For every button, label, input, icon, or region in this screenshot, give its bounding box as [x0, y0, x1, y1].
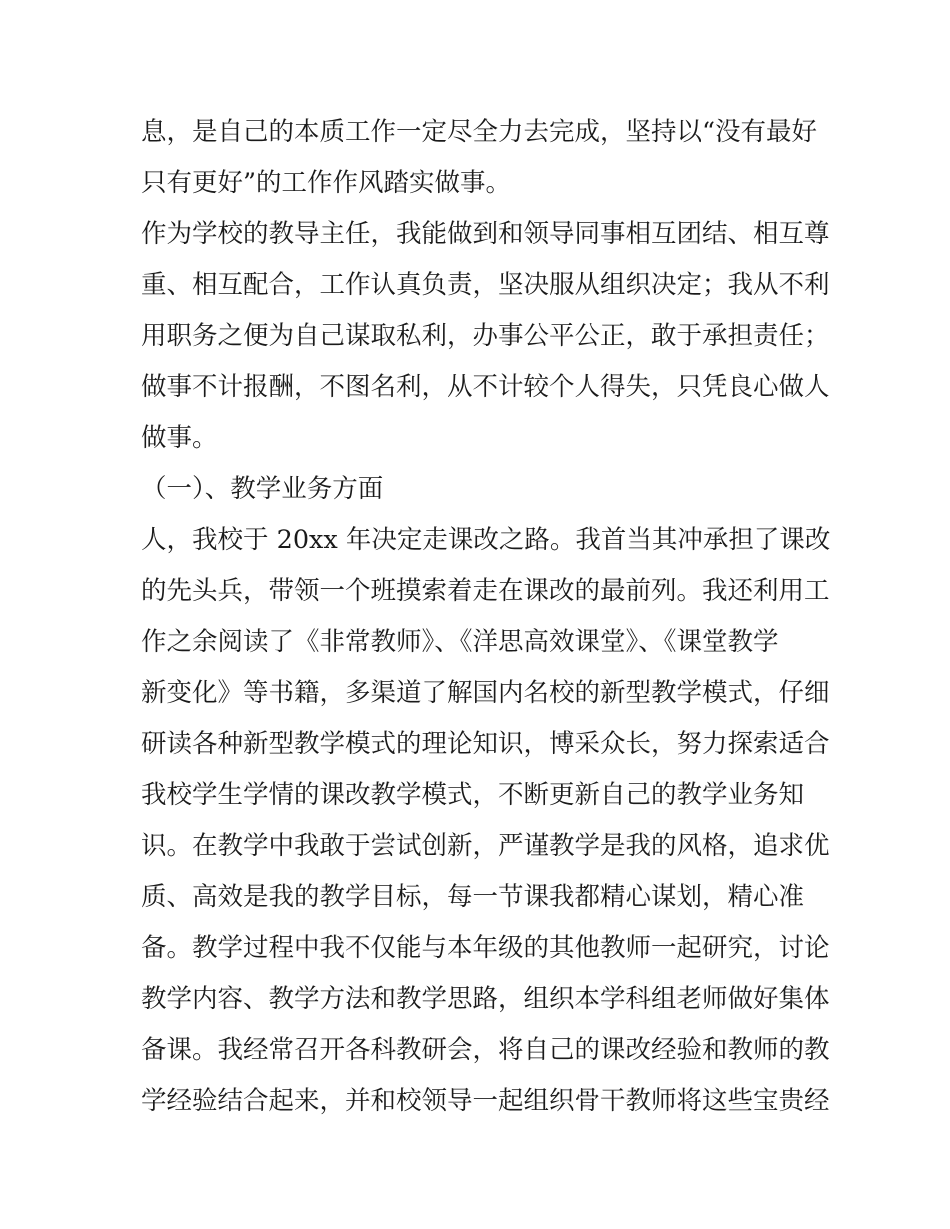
text-line: 息，是自己的本质工作一定尽全力去完成，坚持以“没有最好: [141, 117, 818, 147]
text-line: 备课。我经常召开各科教研会，将自己的课改经验和教师的教: [141, 1035, 830, 1065]
text-line: 做事不计报酬，不图名利，从不计较个人得失，只凭良心做人: [141, 372, 830, 402]
section-heading: （一）、教学业务方面: [141, 474, 384, 504]
text-line: 识。在教学中我敢于尝试创新，严谨教学是我的风格，追求优: [141, 831, 830, 861]
text-line: 只有更好”的工作作风踏实做事。: [141, 168, 512, 198]
text-line: 研读各种新型教学模式的理论知识，博采众长，努力探索适合: [141, 729, 830, 759]
text-line: 作之余阅读了《非常教师》、《洋思高效课堂》、《课堂教学: [141, 627, 779, 657]
text-line: 质、高效是我的教学目标，每一节课我都精心谋划，精心准: [141, 882, 805, 912]
text-line: 作为学校的教导主任，我能做到和领导同事相互团结、相互尊: [141, 219, 830, 249]
text-line: 用职务之便为自己谋取私利，办事公平公正，敢于承担责任；: [141, 321, 830, 351]
text-line: 备。教学过程中我不仅能与本年级的其他教师一起研究，讨论: [141, 933, 830, 963]
body-text: [141, 107, 831, 1127]
text-line: 新变化》等书籍，多渠道了解国内名校的新型教学模式，仔细: [141, 678, 830, 708]
text-line: 人，我校于 20xx 年决定走课改之路。我首当其冲承担了课改: [141, 525, 831, 555]
text-line: 教学内容、教学方法和教学思路，组织本学科组老师做好集体: [141, 984, 830, 1014]
text-line: 做事。: [141, 423, 218, 453]
text-line: 的先头兵，带领一个班摸索着走在课改的最前列。我还利用工: [141, 576, 830, 606]
text-line: 我校学生学情的课改教学模式，不断更新自己的教学业务知: [141, 780, 805, 810]
text-line: 学经验结合起来，并和校领导一起组织骨干教师将这些宝贵经: [141, 1086, 830, 1116]
text-line: 重、相互配合，工作认真负责，坚决服从组织决定；我从不利: [141, 270, 830, 300]
